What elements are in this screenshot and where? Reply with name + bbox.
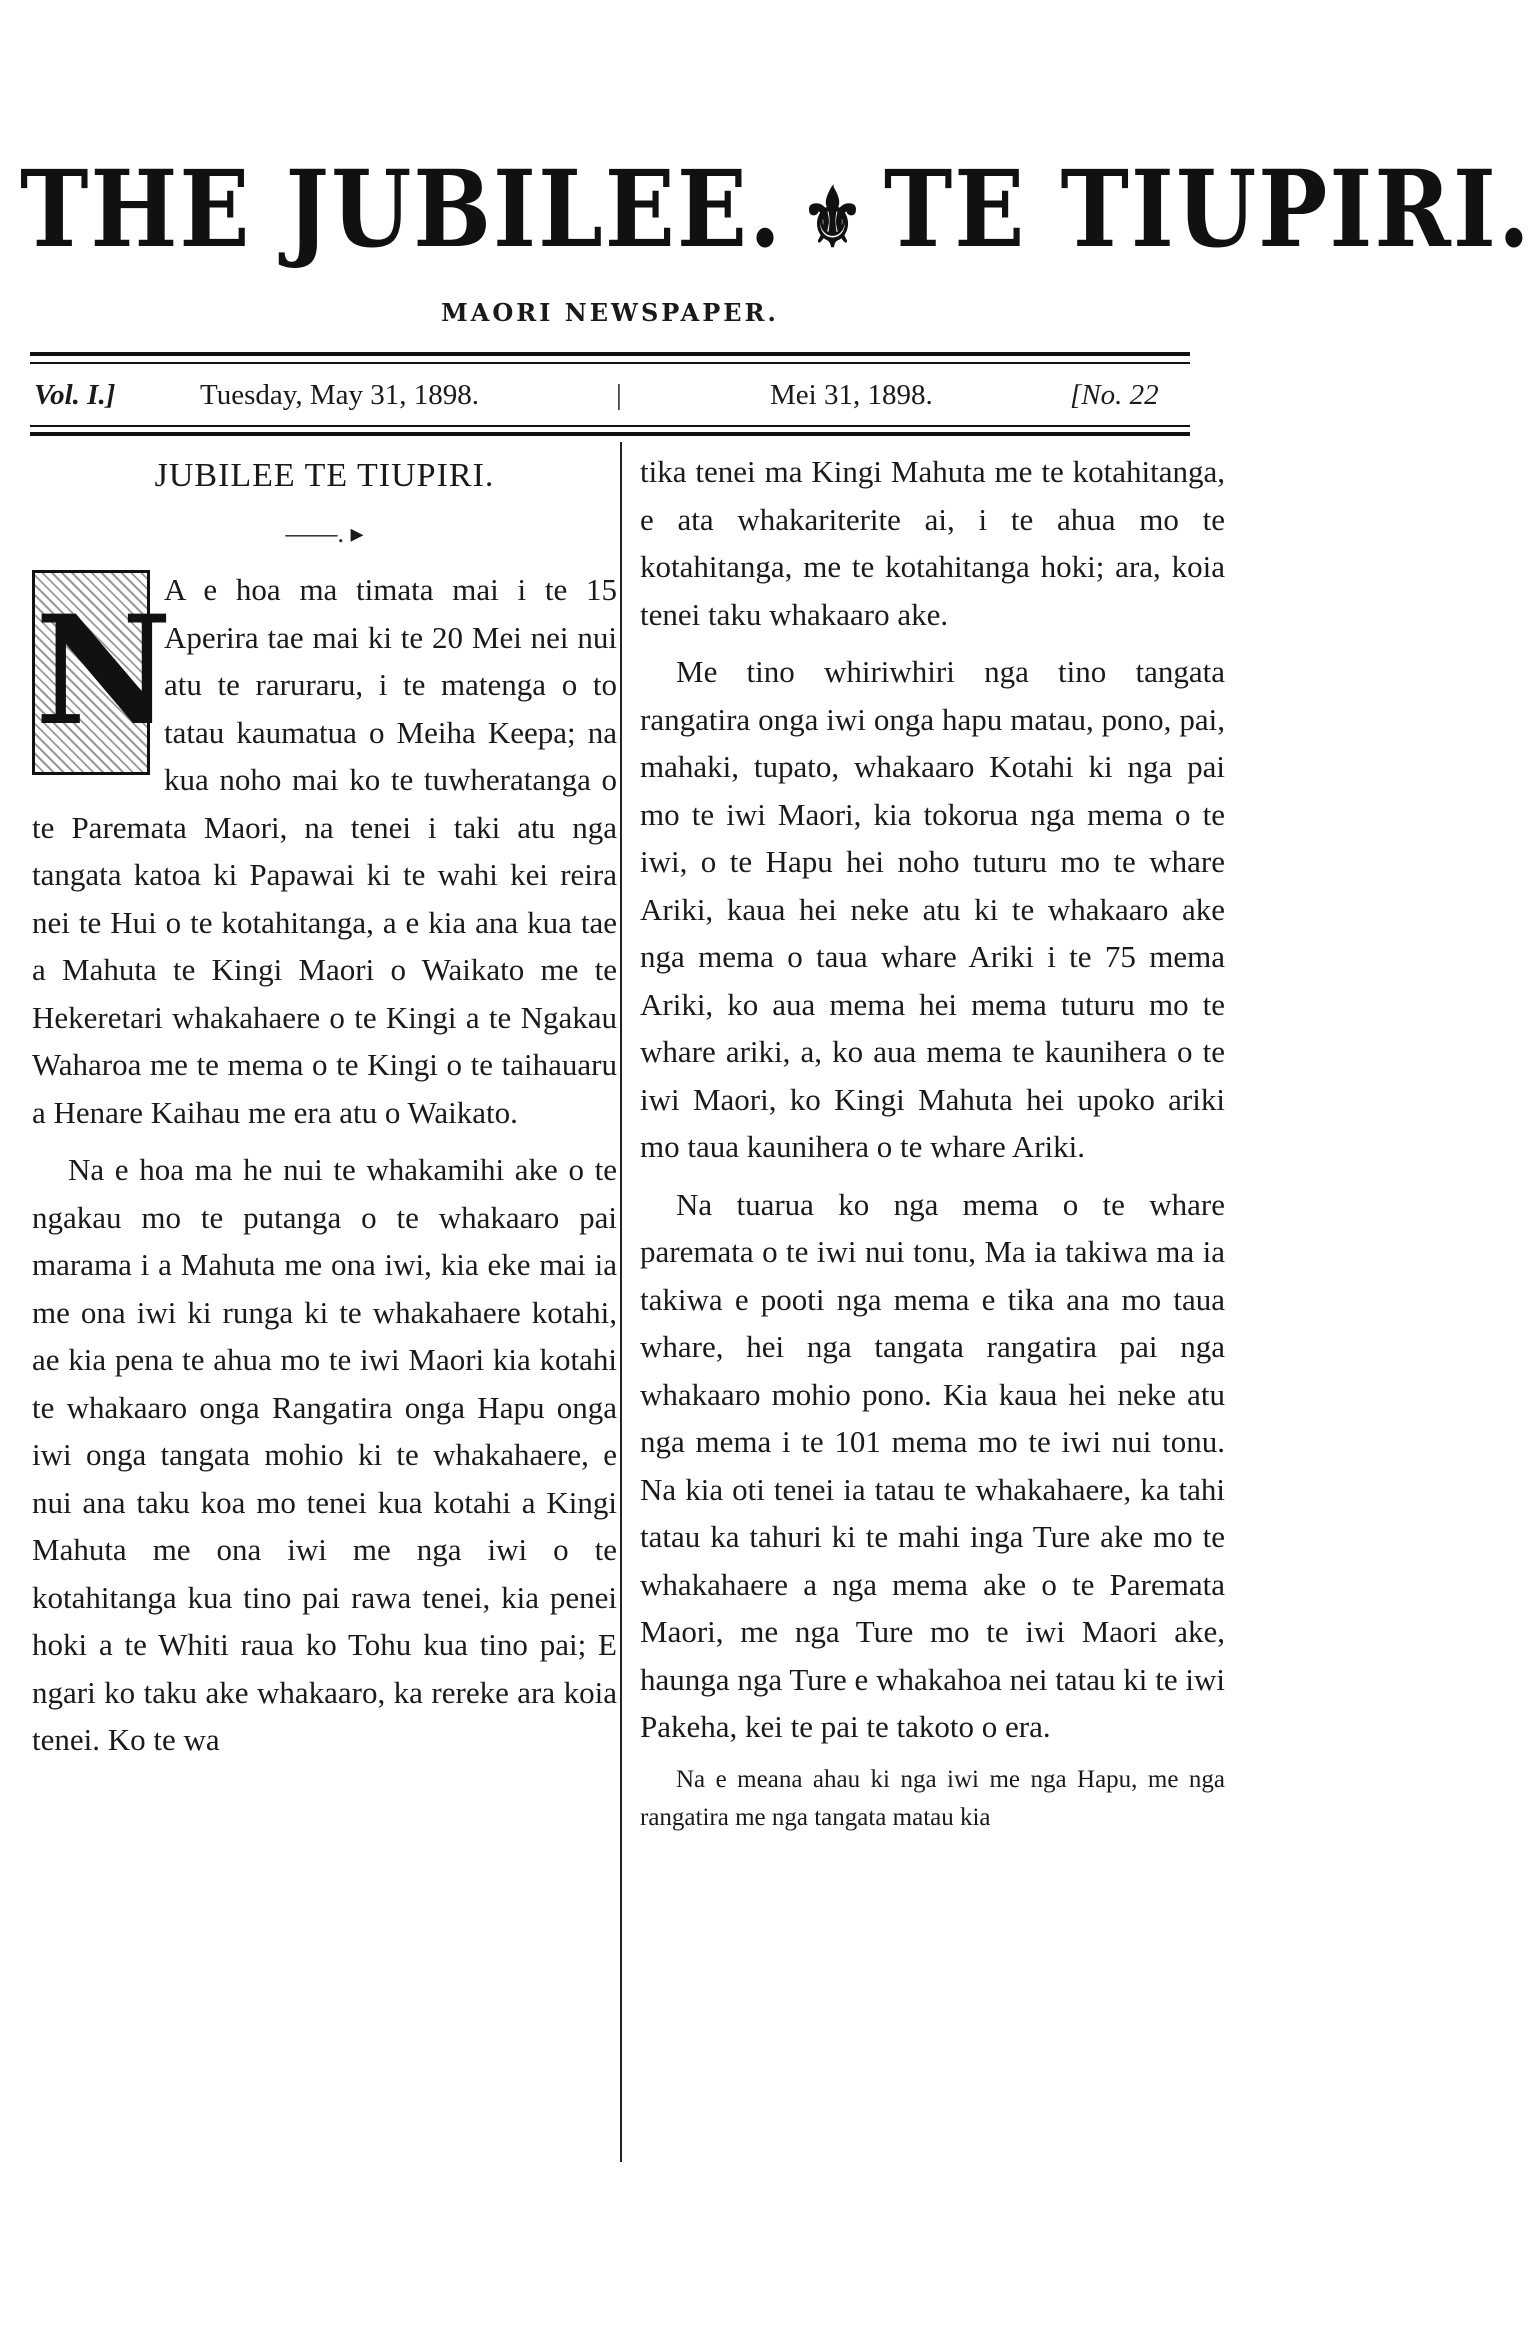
divider bbox=[30, 362, 1190, 364]
article-paragraph: tika tenei ma Kingi Mahuta me te kotahitanga, e ata whakariterite ai, i te ahua mo te kotahitanga, me te kotahitanga hoki; ara, koia tenei taku whakaaro ake. bbox=[640, 454, 1225, 632]
divider bbox=[30, 425, 1190, 427]
newspaper-title bbox=[20, 140, 1532, 288]
date-maori: Mei 31, 1898. bbox=[770, 379, 933, 411]
paragraph-text: A e hoa ma timata mai i te 15 Aperira tae mai ki te 20 Mei nei nui atu te raruraru, i te matenga o to tatau kaumatua o Meiha Keepa; na kua noho mai ko te tuwheratanga o te Paremata Maori, na tenei i taki atu nga tangata katoa ki Papawai ki te wahi kei reira nei te Hui o te kotahitanga, a e kia ana kua tae a Mahuta te Kingi Maori o Waikato me te Hekeretari whakahaere o te Kingi a te Ngakau Waharoa me te mema o te Kingi o te taihauaru a Henare Kaihau me era atu o Waikato. bbox=[32, 572, 617, 1130]
right-column bbox=[640, 448, 1225, 1847]
title-english: THE JUBILEE. bbox=[20, 147, 784, 272]
date-english: Tuesday, May 31, 1898. bbox=[200, 379, 479, 411]
dateline-divider: | bbox=[616, 379, 622, 411]
dateline bbox=[30, 372, 1190, 418]
issue-number: [No. 22 bbox=[1070, 379, 1159, 411]
left-column bbox=[32, 448, 617, 1774]
article-paragraph: Me tino whiriwhiri nga tino tangata rangatira onga iwi onga hapu matau, pono, pai, mahaki, tupato, whakaaro Kotahi ki nga pai mo te iwi Maori, kia tokorua nga mema o te iwi, o te Hapu hei noho tuturu mo te whare Ariki, kaua hei neke atu ki te whakaaro ake nga mema o taua whare Ariki i te 75 mema Ariki, ko aua mema hei mema tuturu mo te whare ariki, a, ko aua mema te kaunihera o te iwi Maori, ko Kingi Mahuta hei upoko ariki mo taua kaunihera o te whare Ariki. bbox=[640, 654, 1225, 1164]
article-paragraph: Na tuarua ko nga mema o te whare paremata o te iwi nui tonu, Ma ia takiwa ma ia takiwa e pooti nga mema e tika ana mo taua whare, hei nga tangata rangatira pai nga whakaaro mohio pono. Kia kaua hei neke atu nga mema i te 101 mema mo te iwi nui tonu. Na kia oti tenei ia tatau te whakahaere, ka tahi tatau ka tahuri ki te mahi inga Ture ake mo te whakahaere a nga mema ake o te Paremata Maori, me nga Ture mo te iwi Maori ake, haunga nga Ture e whakahoa nei tatau ki te iwi Pakeha, kei te pai te takoto o era. bbox=[640, 1186, 1225, 1744]
article-paragraph: Na e hoa ma he nui te whakamihi ake o te ngakau mo te putanga o te whakaaro pai marama i a Mahuta me ona iwi, kia eke mai ia me ona iwi ki runga ki te whakahaere kotahi, ae kia pena te ahua mo te iwi Maori kia kotahi te whakaaro onga Rangatira onga Hapu onga iwi onga tangata mohio ki te whakahaere, e nui ana taku koa mo tenei kua kotahi a Kingi Mahuta me ona iwi me nga iwi o te kotahitanga kua tino pai rawa tenei, kia penei hoki a te Whiti raua ko Tohu kua tino pai; E ngari ko taku ake whakaaro, ka rereke ara koia tenei. Ko te wa bbox=[32, 1152, 617, 1757]
masthead bbox=[20, 147, 1532, 327]
ornamental-dropcap-icon bbox=[32, 570, 173, 775]
article-paragraph bbox=[32, 566, 617, 1136]
column-divider bbox=[620, 442, 622, 2162]
article-paragraph: Na e meana ahau ki nga iwi me nga Hapu, me nga rangatira me nga tangata matau kia bbox=[640, 1765, 1225, 1831]
volume-label: Vol. I.] bbox=[34, 379, 116, 411]
heading-flourish: ——. ▸ bbox=[285, 519, 364, 548]
divider bbox=[30, 352, 1190, 356]
newspaper-subtitle: MAORI NEWSPAPER. bbox=[441, 298, 779, 327]
fern-ornament-icon: ⚜ bbox=[801, 170, 866, 267]
divider bbox=[30, 432, 1190, 436]
dropcap-letter: N bbox=[35, 583, 173, 759]
title-maori: TE TIUPIRI. bbox=[883, 147, 1532, 272]
article-heading: JUBILEE TE TIUPIRI. bbox=[154, 457, 495, 494]
